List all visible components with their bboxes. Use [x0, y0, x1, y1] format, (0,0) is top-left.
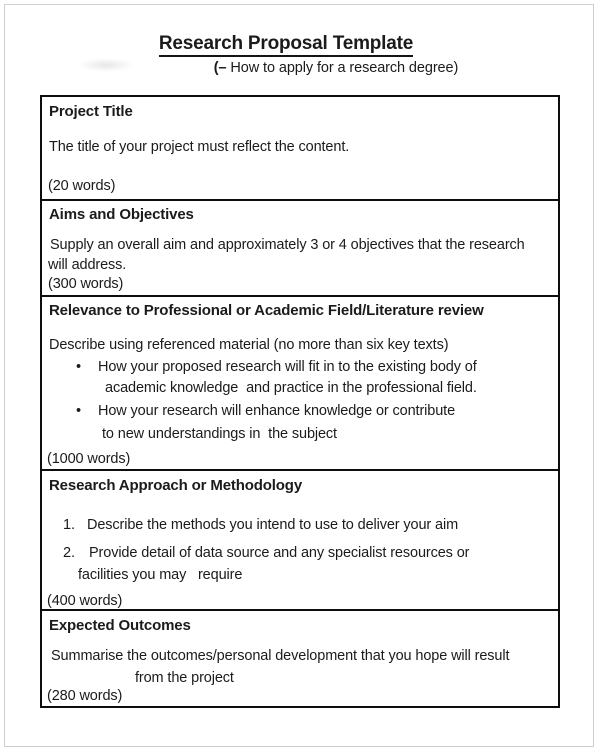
section-heading: Expected Outcomes: [49, 617, 191, 634]
page-title: [0, 33, 586, 55]
list-item-line: facilities you may require: [78, 567, 243, 583]
proposal-table: [40, 95, 560, 708]
section-heading: Relevance to Professional or Academic Field/Literature review: [49, 302, 484, 319]
section-row-expected-outcomes: [42, 611, 558, 706]
section-body-line: Supply an overall aim and approximately 3 or 4 objectives that the research: [50, 237, 525, 253]
bullet-text-line: academic knowledge and practice in the professional field.: [105, 380, 477, 396]
section-row-methodology: [42, 471, 558, 611]
word-limit: (20 words): [48, 178, 116, 194]
section-body-line: will address.: [48, 257, 127, 273]
word-limit: (400 words): [47, 593, 123, 609]
section-row-aims-objectives: [42, 201, 558, 297]
page-subtitle-dash: (–: [213, 60, 227, 76]
bullet-text-line: to new understandings in the subject: [102, 426, 337, 442]
section-body-line: Describe using referenced material (no more than six key texts): [49, 337, 449, 353]
section-body-line: Summarise the outcomes/personal development that you hope will result: [51, 648, 510, 664]
list-item-line: Provide detail of data source and any specialist resources or: [89, 545, 470, 561]
bullet-text-line: How your proposed research will fit in to the existing body of: [98, 359, 477, 375]
list-number: 2.: [63, 545, 75, 561]
word-limit: (300 words): [48, 276, 124, 292]
word-limit: (1000 words): [47, 451, 131, 467]
section-row-project-title: [42, 97, 558, 201]
section-heading: Aims and Objectives: [49, 206, 194, 223]
page-title-text: Research Proposal Template: [159, 33, 413, 57]
section-body-line: from the project: [135, 670, 234, 686]
list-number: 1.: [63, 517, 75, 533]
list-item-line: Describe the methods you intend to use to deliver your aim: [87, 517, 459, 533]
section-heading: Research Approach or Methodology: [49, 477, 303, 494]
page-subtitle: [36, 60, 600, 76]
bullet-icon: •: [76, 403, 81, 419]
bullet-icon: •: [76, 359, 81, 375]
section-body-line: The title of your project must reflect the content.: [49, 139, 350, 155]
bullet-text-line: How your research will enhance knowledge or contribute: [98, 403, 456, 419]
section-heading: Project Title: [49, 103, 133, 120]
page-subtitle-text: How to apply for a research degree): [226, 60, 459, 76]
word-limit: (280 words): [47, 688, 123, 704]
section-row-relevance: [42, 297, 558, 471]
